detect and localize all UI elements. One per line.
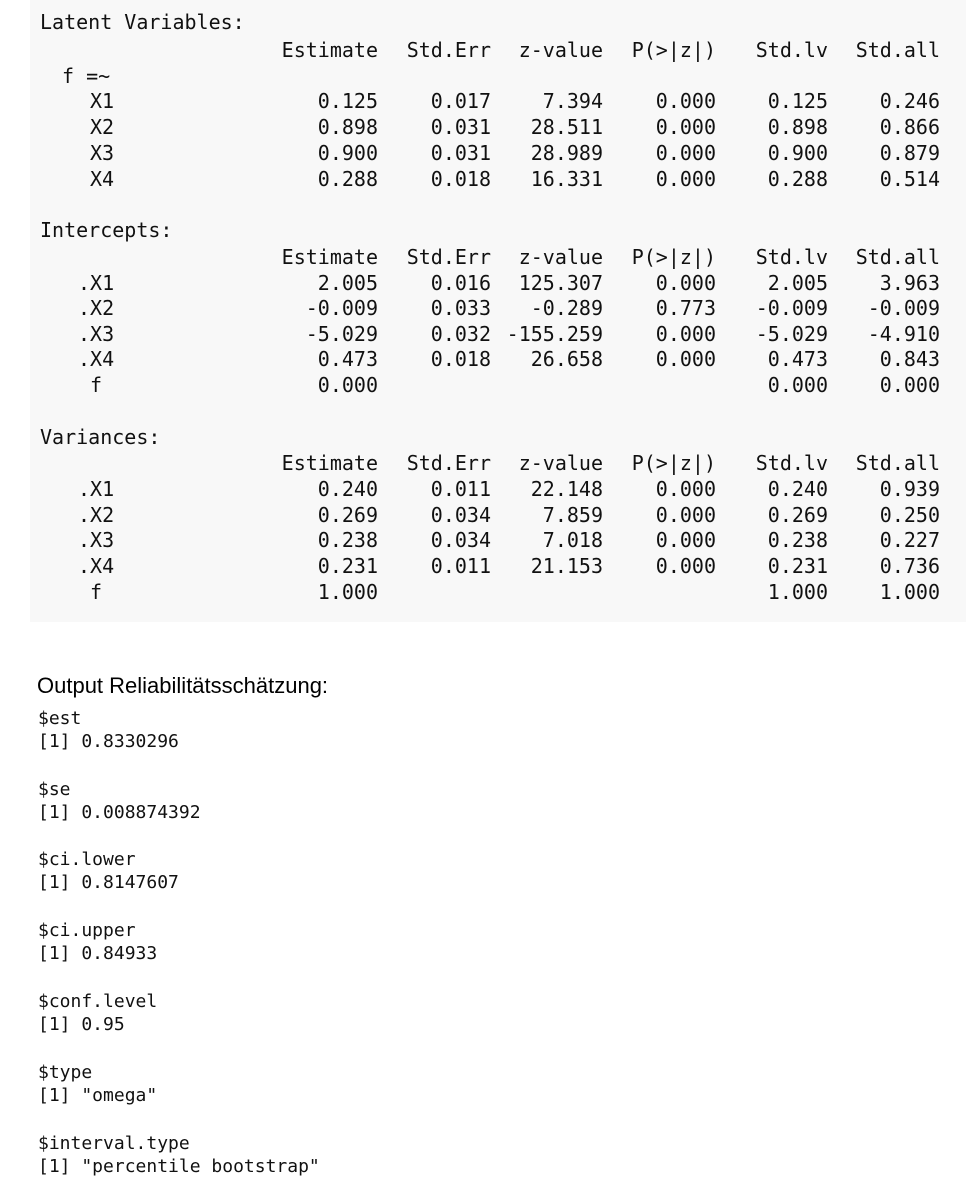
cell-p-value: 0.000 xyxy=(655,115,716,139)
cell-std-err: 0.034 xyxy=(430,503,491,527)
row-label: X1 xyxy=(90,89,115,113)
reliability-item-ci-lower xyxy=(38,848,179,894)
reliability-item-name: $type xyxy=(38,1062,93,1083)
table-row xyxy=(0,88,966,114)
table-row xyxy=(0,114,966,140)
cell-estimate: -0.009 xyxy=(305,296,378,320)
reliability-item-name: $ci.upper xyxy=(38,920,136,941)
cell-std-all: 0.736 xyxy=(879,554,940,578)
cell-std-err: 0.034 xyxy=(430,528,491,552)
cell-estimate: 0.125 xyxy=(317,89,378,113)
row-label: .X2 xyxy=(78,296,115,320)
row-label: .X1 xyxy=(78,477,115,501)
cell-p-value: 0.000 xyxy=(655,528,716,552)
cell-z-value: 28.989 xyxy=(530,141,603,165)
reliability-item-name: $est xyxy=(38,708,82,729)
reliability-item-ci-upper xyxy=(38,919,157,965)
cell-std-err: 0.018 xyxy=(430,167,491,191)
column-header-p-value: P(>|z|) xyxy=(631,38,716,62)
cell-std-all: 0.246 xyxy=(879,89,940,113)
cell-std-err: 0.016 xyxy=(430,271,491,295)
cell-estimate: 0.000 xyxy=(317,373,378,397)
cell-z-value: 7.394 xyxy=(542,89,603,113)
cell-std-lv: 0.269 xyxy=(767,503,828,527)
cell-std-lv: 1.000 xyxy=(767,580,828,604)
table-row xyxy=(0,140,966,166)
cell-z-value: 22.148 xyxy=(530,477,603,501)
column-header-std-err: Std.Err xyxy=(406,38,491,62)
cell-std-lv: 0.240 xyxy=(767,477,828,501)
cell-p-value: 0.000 xyxy=(655,89,716,113)
row-label: X3 xyxy=(90,141,115,165)
cell-std-lv: 0.000 xyxy=(767,373,828,397)
cell-std-lv: 0.231 xyxy=(767,554,828,578)
cell-std-all: 1.000 xyxy=(879,580,940,604)
column-header-std-all: Std.all xyxy=(855,451,940,475)
table-row xyxy=(0,476,966,502)
cell-std-err: 0.031 xyxy=(430,141,491,165)
table-row xyxy=(0,321,966,347)
row-label: X2 xyxy=(90,115,115,139)
column-header-estimate: Estimate xyxy=(281,245,378,269)
cell-std-err: 0.011 xyxy=(430,477,491,501)
table-row xyxy=(0,527,966,553)
cell-std-lv: -5.029 xyxy=(755,322,828,346)
column-header-row xyxy=(0,244,966,270)
column-header-std-lv: Std.lv xyxy=(755,451,828,475)
reliability-item-interval-type xyxy=(38,1132,320,1178)
section-title-latent-variables: Latent Variables: xyxy=(40,10,245,34)
cell-estimate: 0.231 xyxy=(317,554,378,578)
column-header-row xyxy=(0,37,966,63)
reliability-item-value: [1] 0.84933 xyxy=(38,943,158,964)
cell-p-value: 0.000 xyxy=(655,347,716,371)
column-header-estimate: Estimate xyxy=(281,451,378,475)
cell-estimate: 2.005 xyxy=(317,271,378,295)
cell-std-err: 0.011 xyxy=(430,554,491,578)
cell-std-lv: 0.898 xyxy=(767,115,828,139)
cell-z-value: 26.658 xyxy=(530,347,603,371)
column-header-std-all: Std.all xyxy=(855,245,940,269)
row-label: .X3 xyxy=(78,528,115,552)
column-header-std-err: Std.Err xyxy=(406,245,491,269)
table-row xyxy=(0,346,966,372)
cell-p-value: 0.000 xyxy=(655,322,716,346)
column-header-z-value: z-value xyxy=(518,38,603,62)
cell-std-all: 0.514 xyxy=(879,167,940,191)
column-header-row xyxy=(0,450,966,476)
cell-estimate: 0.288 xyxy=(317,167,378,191)
column-header-p-value: P(>|z|) xyxy=(631,451,716,475)
cell-estimate: -5.029 xyxy=(305,322,378,346)
cell-std-lv: 0.288 xyxy=(767,167,828,191)
cell-p-value: 0.000 xyxy=(655,167,716,191)
cell-z-value: 28.511 xyxy=(530,115,603,139)
cell-std-lv: 0.900 xyxy=(767,141,828,165)
reliability-title: Output Reliabilitätsschätzung: xyxy=(37,673,329,698)
cell-std-all: -4.910 xyxy=(867,322,940,346)
row-label: .X1 xyxy=(78,271,115,295)
row-label: .X4 xyxy=(78,554,115,578)
column-header-std-lv: Std.lv xyxy=(755,245,828,269)
reliability-item-est xyxy=(38,707,179,753)
reliability-item-name: $conf.level xyxy=(38,991,158,1012)
reliability-item-value: [1] 0.95 xyxy=(38,1014,125,1035)
table-row xyxy=(0,553,966,579)
cell-estimate: 0.473 xyxy=(317,347,378,371)
row-label: .X4 xyxy=(78,347,115,371)
cell-std-lv: 2.005 xyxy=(767,271,828,295)
group-header-f: f =~ xyxy=(62,64,111,88)
cell-std-all: 0.227 xyxy=(879,528,940,552)
section-title-variances: Variances: xyxy=(40,425,161,449)
cell-p-value: 0.000 xyxy=(655,271,716,295)
column-header-z-value: z-value xyxy=(518,245,603,269)
reliability-item-value: [1] 0.8147607 xyxy=(38,872,179,893)
cell-z-value: -155.259 xyxy=(506,322,603,346)
cell-p-value: 0.773 xyxy=(655,296,716,320)
row-label: X4 xyxy=(90,167,115,191)
cell-p-value: 0.000 xyxy=(655,477,716,501)
row-label: f xyxy=(90,580,103,604)
cell-std-all: 0.843 xyxy=(879,347,940,371)
cell-estimate: 0.900 xyxy=(317,141,378,165)
cell-p-value: 0.000 xyxy=(655,503,716,527)
cell-z-value: 125.307 xyxy=(518,271,603,295)
cell-z-value: -0.289 xyxy=(530,296,603,320)
cell-estimate: 0.238 xyxy=(317,528,378,552)
cell-z-value: 16.331 xyxy=(530,167,603,191)
table-row xyxy=(0,502,966,528)
cell-std-err: 0.033 xyxy=(430,296,491,320)
reliability-item-name: $ci.lower xyxy=(38,849,136,870)
cell-p-value: 0.000 xyxy=(655,554,716,578)
row-label: .X2 xyxy=(78,503,115,527)
cell-estimate: 1.000 xyxy=(317,580,378,604)
column-header-p-value: P(>|z|) xyxy=(631,245,716,269)
cell-z-value: 7.859 xyxy=(542,503,603,527)
cell-std-lv: 0.238 xyxy=(767,528,828,552)
cell-std-err: 0.017 xyxy=(430,89,491,113)
cell-std-lv: 0.125 xyxy=(767,89,828,113)
cell-std-all: 0.879 xyxy=(879,141,940,165)
cell-std-all: 0.250 xyxy=(879,503,940,527)
cell-estimate: 0.269 xyxy=(317,503,378,527)
reliability-item-conf-level xyxy=(38,990,157,1036)
column-header-estimate: Estimate xyxy=(281,38,378,62)
reliability-item-name: $se xyxy=(38,779,71,800)
cell-std-all: 0.000 xyxy=(879,373,940,397)
reliability-item-se xyxy=(38,778,201,824)
cell-std-all: 3.963 xyxy=(879,271,940,295)
reliability-item-value: [1] 0.8330296 xyxy=(38,731,179,752)
section-title-intercepts: Intercepts: xyxy=(40,218,173,242)
cell-std-all: 0.866 xyxy=(879,115,940,139)
table-row xyxy=(0,166,966,192)
cell-std-lv: 0.473 xyxy=(767,347,828,371)
cell-std-err: 0.032 xyxy=(430,322,491,346)
column-header-std-all: Std.all xyxy=(855,38,940,62)
table-row xyxy=(0,372,966,398)
reliability-item-value: [1] "percentile bootstrap" xyxy=(38,1156,320,1177)
table-row xyxy=(0,270,966,296)
cell-z-value: 21.153 xyxy=(530,554,603,578)
cell-z-value: 7.018 xyxy=(542,528,603,552)
cell-std-err: 0.031 xyxy=(430,115,491,139)
reliability-item-type xyxy=(38,1061,157,1107)
row-label: .X3 xyxy=(78,322,115,346)
cell-std-lv: -0.009 xyxy=(755,296,828,320)
reliability-item-name: $interval.type xyxy=(38,1133,190,1154)
column-header-std-err: Std.Err xyxy=(406,451,491,475)
reliability-item-value: [1] 0.008874392 xyxy=(38,802,201,823)
column-header-std-lv: Std.lv xyxy=(755,38,828,62)
column-header-z-value: z-value xyxy=(518,451,603,475)
cell-estimate: 0.240 xyxy=(317,477,378,501)
cell-std-all: -0.009 xyxy=(867,296,940,320)
cell-std-err: 0.018 xyxy=(430,347,491,371)
cell-p-value: 0.000 xyxy=(655,141,716,165)
cell-estimate: 0.898 xyxy=(317,115,378,139)
table-row xyxy=(0,579,966,605)
row-label: f xyxy=(90,373,103,397)
table-row xyxy=(0,295,966,321)
cell-std-all: 0.939 xyxy=(879,477,940,501)
reliability-item-value: [1] "omega" xyxy=(38,1085,158,1106)
